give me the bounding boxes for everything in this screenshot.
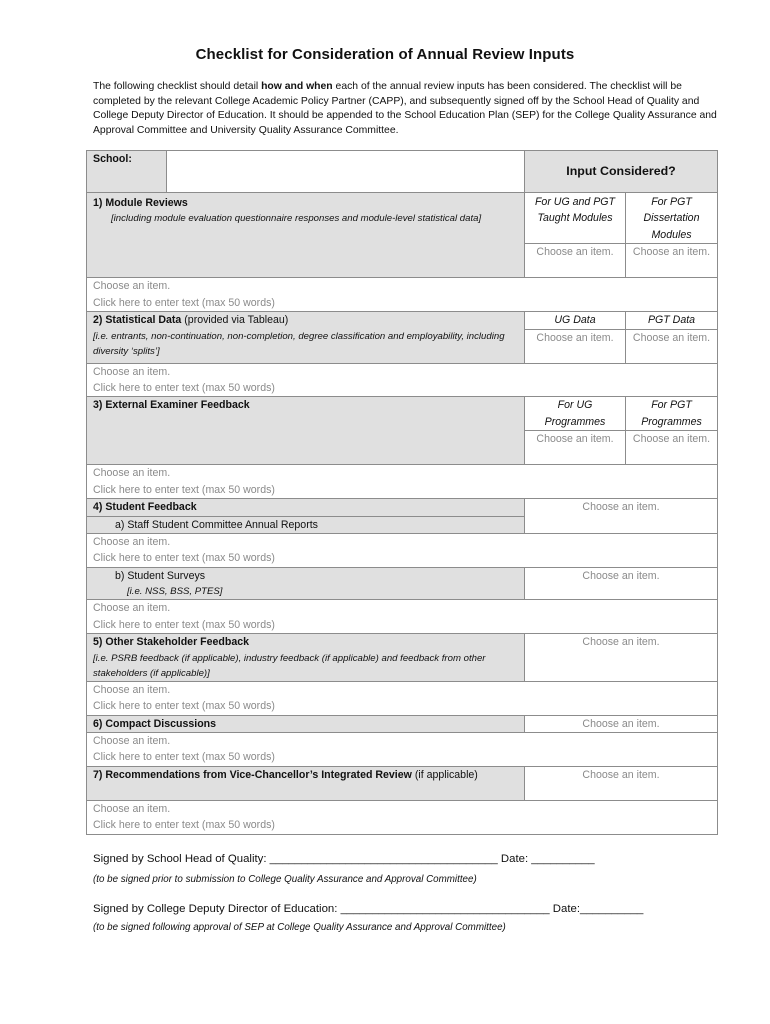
section-4a-text-input[interactable]: Click here to enter text (max 50 words)	[93, 552, 275, 565]
section-1-text-input[interactable]: Click here to enter text (max 50 words)	[93, 296, 275, 309]
checklist-table	[86, 150, 718, 835]
head-of-quality-signature-note: (to be signed prior to submission to College Quality Assurance and Approval Committee)	[93, 874, 477, 885]
section-2-col-b-dropdown[interactable]: Choose an item.	[626, 329, 718, 363]
section-2-col-a-dropdown[interactable]: Choose an item.	[525, 329, 626, 363]
head-of-quality-signature-line[interactable]: Signed by School Head of Quality: ____________________________________ Date: __________	[93, 853, 595, 865]
section-3-col-a-header: For UG Programmes	[525, 397, 626, 431]
section-4-title: 4) Student Feedback	[93, 501, 197, 514]
section-5-response	[87, 681, 718, 715]
section-4b-title: b) Student Surveys	[115, 569, 206, 582]
section-4b-response	[87, 600, 718, 634]
section-4a-choose-dropdown[interactable]: Choose an item.	[93, 536, 171, 549]
section-1-col-b-dropdown[interactable]: Choose an item.	[626, 244, 718, 278]
section-1-title: 1) Module Reviews	[93, 197, 188, 209]
intro-text-start: The following checklist should detail	[93, 81, 262, 92]
section-7-choose-dropdown[interactable]: Choose an item.	[93, 802, 171, 815]
section-5-choose-dropdown[interactable]: Choose an item.	[93, 683, 171, 696]
section-5-text-input[interactable]: Click here to enter text (max 50 words)	[93, 699, 275, 712]
school-label-cell	[87, 151, 167, 193]
input-considered-header: Input Considered?	[525, 151, 718, 193]
section-1-response	[87, 278, 718, 312]
section-4a-title: a) Staff Student Committee Annual Reports	[115, 518, 318, 531]
section-5-title: 5) Other Stakeholder Feedback	[93, 636, 250, 649]
section-7-title-rest: (if applicable)	[411, 768, 478, 781]
section-3-col-a-dropdown[interactable]: Choose an item.	[525, 431, 626, 465]
section-4b-choose-dropdown[interactable]: Choose an item.	[93, 602, 171, 615]
section-6-choose-dropdown[interactable]: Choose an item.	[93, 734, 171, 747]
section-3-header	[87, 397, 525, 465]
section-2-col-a-header: UG Data	[525, 312, 626, 329]
document-title: Checklist for Consideration of Annual Review Inputs	[195, 46, 575, 63]
section-3-col-b-dropdown[interactable]: Choose an item.	[626, 431, 718, 465]
section-1-header	[87, 193, 525, 278]
section-3-col-b-header: For PGT Programmes	[626, 397, 718, 431]
section-3-response	[87, 465, 718, 499]
section-7-title-bold: 7) Recommendations from Vice-Chancellor’s Integrated Review	[93, 768, 412, 781]
section-3-title: 3) External Examiner Feedback	[93, 399, 250, 412]
section-4b-dropdown[interactable]: Choose an item.	[525, 567, 718, 599]
intro-text-bold: how and when	[261, 81, 333, 92]
school-input-field[interactable]	[167, 151, 525, 193]
section-5-subtitle: [i.e. PSRB feedback (if applicable), industry feedback (if applicable) and feedback from other stakeholders (if applicable)]	[93, 652, 486, 679]
section-4-header	[87, 499, 525, 516]
section-3-text-input[interactable]: Click here to enter text (max 50 words)	[93, 483, 275, 496]
section-2-text-input[interactable]: Click here to enter text (max 50 words)	[93, 382, 275, 395]
section-1-col-a-dropdown[interactable]: Choose an item.	[525, 244, 626, 278]
section-2-response	[87, 363, 718, 397]
section-7-dropdown[interactable]: Choose an item.	[525, 766, 718, 800]
section-4a-dropdown[interactable]: Choose an item.	[525, 499, 718, 534]
deputy-director-signature-line[interactable]: Signed by College Deputy Director of Education: _________________________________ Date:__________	[93, 903, 644, 915]
section-7-response	[87, 800, 718, 834]
section-6-dropdown[interactable]: Choose an item.	[525, 715, 718, 732]
intro-text-end: each of the annual review inputs has been considered. The checklist will be completed by the relevant College Academic Policy Partner (CAPP), and subsequently signed off by the School Head of Quality and College Deputy Director of Education. It should be appended to the School Education Plan (SEP) for the College Quality Assurance and Approval Committee and University Quality Assurance Committee.	[93, 81, 717, 136]
section-2-title-rest: (provided via Tableau)	[181, 314, 289, 327]
section-4a-header	[87, 516, 525, 533]
section-6-text-input[interactable]: Click here to enter text (max 50 words)	[93, 751, 275, 764]
section-2-choose-dropdown[interactable]: Choose an item.	[93, 365, 171, 378]
section-7-text-input[interactable]: Click here to enter text (max 50 words)	[93, 819, 275, 832]
section-2-title-bold: 2) Statistical Data	[93, 314, 182, 327]
section-2-subtitle: [i.e. entrants, non-continuation, non-completion, degree classification and employability, including diversity ‘splits’]	[93, 330, 505, 357]
section-2-col-b-header: PGT Data	[626, 312, 718, 329]
section-4b-header	[87, 567, 525, 599]
section-3-choose-dropdown[interactable]: Choose an item.	[93, 467, 171, 480]
deputy-director-signature-note: (to be signed following approval of SEP at College Quality Assurance and Approval Committee)	[93, 922, 506, 933]
section-7-header	[87, 766, 525, 800]
section-1-col-a-header: For UG and PGT Taught Modules	[525, 193, 626, 244]
section-6-title: 6) Compact Discussions	[93, 717, 217, 730]
section-2-title	[93, 312, 518, 328]
intro-paragraph	[93, 80, 721, 138]
section-1-choose-dropdown[interactable]: Choose an item.	[93, 280, 171, 293]
section-2-header	[87, 312, 525, 363]
section-6-header	[87, 715, 525, 732]
section-4b-text-input[interactable]: Click here to enter text (max 50 words)	[93, 618, 275, 631]
section-4a-response	[87, 534, 718, 568]
section-4b-subtitle: [i.e. NSS, BSS, PTES]	[127, 586, 223, 598]
section-1-col-b-header: For PGT Dissertation Modules	[626, 193, 718, 244]
section-1-subtitle: [including module evaluation questionnaire responses and module-level statistical data]	[111, 213, 482, 225]
section-6-response	[87, 732, 718, 766]
section-5-dropdown[interactable]: Choose an item.	[525, 634, 718, 681]
school-label: School:	[93, 153, 132, 165]
section-5-header	[87, 634, 525, 681]
